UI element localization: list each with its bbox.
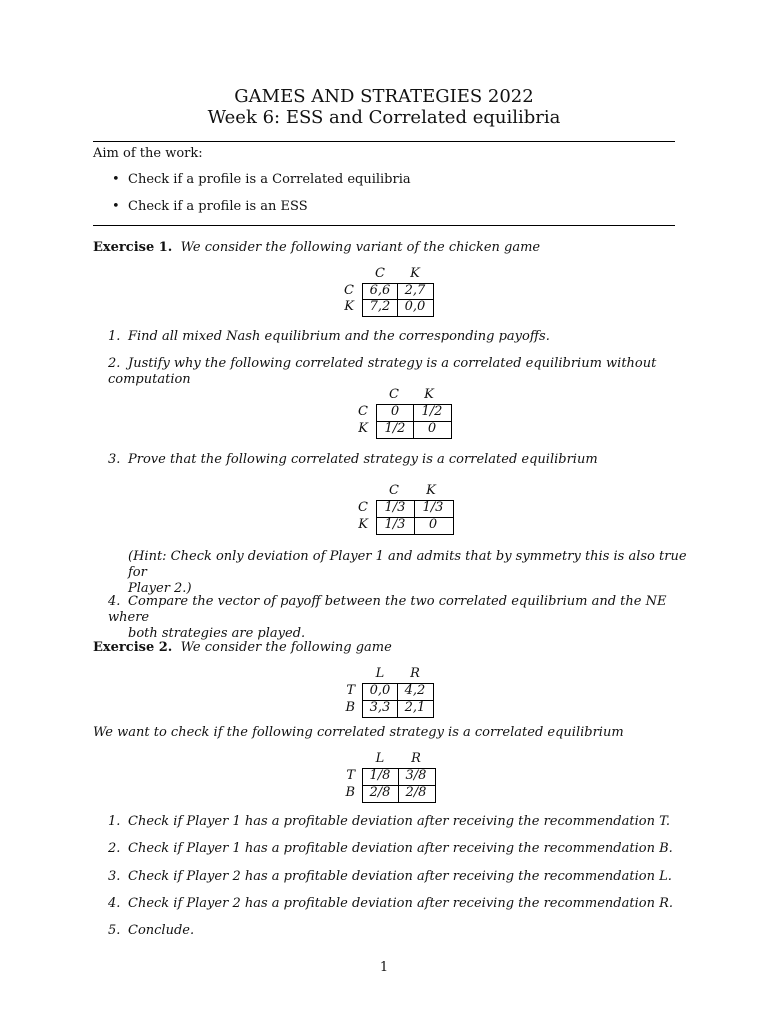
aim-bullet <box>112 172 411 187</box>
matrix-cell: 0 <box>390 404 400 419</box>
matrix-cell: 1/2 <box>384 421 406 436</box>
question-text: Check if Player 2 has a profitable deviation after receiving the recommendation L. <box>128 869 672 884</box>
column-header: R <box>410 666 420 681</box>
matrix-cell: 4,2 <box>404 683 426 698</box>
exercise-label: Exercise 2. <box>93 640 173 655</box>
question-number: 3. <box>108 869 121 884</box>
row-header: C <box>358 500 368 515</box>
matrix-cell: 7,2 <box>369 299 391 314</box>
matrix-cell: 1/2 <box>421 404 443 419</box>
page-number: 1 <box>379 960 389 975</box>
row-header: C <box>344 283 354 298</box>
matrix-cell: 0 <box>428 517 438 532</box>
question-text: both strategies are played. <box>128 626 306 641</box>
question-text: Prove that the following correlated strategy is a correlated equilibrium <box>128 452 598 467</box>
column-header: C <box>389 483 399 498</box>
question-item <box>108 841 678 857</box>
hint-line: (Hint: Check only deviation of Player 1 and admits that by symmetry this is also true for <box>128 549 687 580</box>
top-rule <box>93 141 675 142</box>
hint-text <box>128 549 688 597</box>
matrix-cell: 0,0 <box>369 683 391 698</box>
question-text: Check if Player 2 has a profitable deviation after receiving the recommendation R. <box>128 896 674 911</box>
row-header: K <box>358 421 368 436</box>
exercise-intro: We consider the following variant of the chicken game <box>180 240 541 255</box>
row-header: B <box>345 700 355 715</box>
question-text: Find all mixed Nash equilibrium and the corresponding payoffs. <box>128 329 550 344</box>
exercise-1-heading <box>93 240 540 255</box>
matrix-cell: 6,6 <box>369 283 391 298</box>
row-header: T <box>346 768 355 783</box>
exercise-2-heading <box>93 640 392 655</box>
row-header: C <box>358 404 368 419</box>
matrix-cell: 3,3 <box>369 700 391 715</box>
question-item <box>108 896 678 912</box>
question-text: Compare the vector of payoff between the two correlated equilibrium and the NE where <box>108 594 667 625</box>
matrix-cell: 1/8 <box>369 768 391 783</box>
question-item <box>108 452 678 468</box>
column-header: L <box>375 666 385 681</box>
matrix-cell: 1/3 <box>422 500 444 515</box>
question-number: 4. <box>108 594 121 609</box>
document-title: GAMES AND STRATEGIES 2022 <box>234 86 534 107</box>
row-header: T <box>346 683 355 698</box>
check-text: We want to check if the following correlated strategy is a correlated equilibrium <box>93 725 624 740</box>
column-header: K <box>426 483 436 498</box>
row-header: K <box>344 299 354 314</box>
aim-label: Aim of the work: <box>93 146 203 161</box>
question-number: 2. <box>108 356 121 371</box>
question-text: Justify why the following correlated strategy is a correlated equilibrium without computation <box>108 356 657 387</box>
exercise-label: Exercise 1. <box>93 240 173 255</box>
column-header: C <box>375 266 385 281</box>
question-number: 2. <box>108 841 121 856</box>
bottom-rule <box>93 225 675 226</box>
question-number: 3. <box>108 452 121 467</box>
exercise-intro: We consider the following game <box>180 640 392 655</box>
question-number: 1. <box>108 814 121 829</box>
question-item <box>108 594 678 642</box>
question-number: 4. <box>108 896 121 911</box>
matrix-cell: 2/8 <box>405 785 427 800</box>
question-number: 5. <box>108 923 121 938</box>
question-item <box>108 814 678 830</box>
column-header: C <box>389 387 399 402</box>
matrix-cell: 2/8 <box>369 785 391 800</box>
question-item <box>108 329 678 345</box>
column-header: K <box>410 266 420 281</box>
column-header: K <box>424 387 434 402</box>
question-text: Check if Player 1 has a profitable deviation after receiving the recommendation T. <box>128 814 670 829</box>
matrix-cell: 1/3 <box>384 517 406 532</box>
question-number: 1. <box>108 329 121 344</box>
matrix-cell: 3/8 <box>405 768 427 783</box>
document-subtitle: Week 6: ESS and Correlated equilibria <box>207 107 561 128</box>
hint-line: Player 2.) <box>128 581 192 596</box>
matrix-cell: 2,1 <box>404 700 426 715</box>
question-text: Conclude. <box>128 923 195 938</box>
question-item <box>108 869 678 885</box>
matrix-cell: 0,0 <box>404 299 426 314</box>
column-header: L <box>375 751 385 766</box>
matrix-cell: 1/3 <box>384 500 406 515</box>
row-header: K <box>358 517 368 532</box>
question-item <box>108 356 678 388</box>
question-text: Check if Player 1 has a profitable deviation after receiving the recommendation B. <box>128 841 673 856</box>
column-header: R <box>411 751 421 766</box>
aim-bullet-text: Check if a profile is a Correlated equilibria <box>128 172 411 187</box>
bullet-icon: • <box>112 172 120 187</box>
row-header: B <box>345 785 355 800</box>
matrix-cell: 0 <box>427 421 437 436</box>
aim-bullet-text: Check if a profile is an ESS <box>128 199 308 214</box>
bullet-icon: • <box>112 199 120 214</box>
aim-bullet <box>112 199 308 214</box>
matrix-cell: 2,7 <box>404 283 426 298</box>
question-item <box>108 923 678 939</box>
